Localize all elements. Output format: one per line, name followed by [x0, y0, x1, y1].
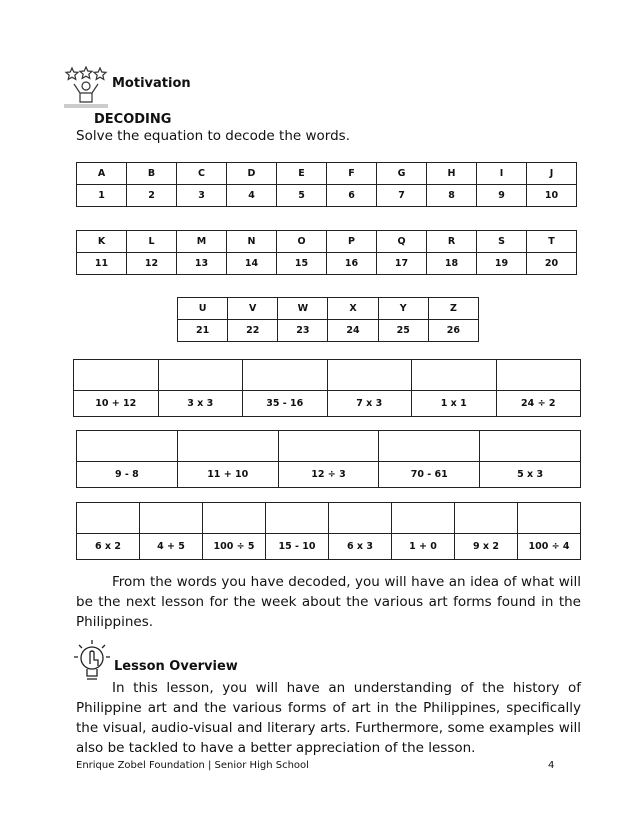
equation-cell: 12 ÷ 3: [278, 462, 379, 488]
answer-blank[interactable]: [329, 503, 392, 534]
equation-cell: 5 x 3: [480, 462, 581, 488]
answer-blank[interactable]: [243, 360, 328, 391]
equation-cell: 1 + 0: [392, 534, 455, 560]
key-letter: T: [527, 231, 577, 253]
key-number: 23: [278, 320, 328, 342]
equation-cell: 100 ÷ 4: [518, 534, 581, 560]
answer-blank[interactable]: [412, 360, 497, 391]
key-number: 12: [127, 253, 177, 275]
key-number: 1: [77, 185, 127, 207]
key-number: 2: [127, 185, 177, 207]
answer-blank[interactable]: [455, 503, 518, 534]
key-letter: H: [427, 163, 477, 185]
lesson-overview-paragraph: [76, 678, 581, 758]
equation-cell: 35 - 16: [243, 391, 328, 417]
equation-cell: 3 x 3: [158, 391, 243, 417]
equation-cell: 11 + 10: [177, 462, 278, 488]
key-letter: I: [477, 163, 527, 185]
lesson-overview-text: In this lesson, you will have an understanding of the history of Philippine art and the various forms of art in the Philippines, specifically the visual, audio-visual and literary arts. Furthermore, some examples will also be tackled to have a better appreciation of the lesson.: [76, 680, 581, 756]
key-number: 8: [427, 185, 477, 207]
lesson-overview-title: Lesson Overview: [114, 659, 238, 674]
equation-cell: 6 x 2: [77, 534, 140, 560]
puzzle-table-1: [73, 359, 581, 417]
key-letter: E: [277, 163, 327, 185]
key-letter: Q: [377, 231, 427, 253]
decoding-title: DECODING: [94, 112, 172, 127]
key-number: 6: [327, 185, 377, 207]
footer-text: Enrique Zobel Foundation | Senior High School: [76, 760, 309, 771]
page-number: 4: [548, 760, 555, 771]
key-letter: B: [127, 163, 177, 185]
key-number: 15: [277, 253, 327, 275]
key-letter: U: [178, 298, 228, 320]
answer-blank[interactable]: [379, 431, 480, 462]
decoded-paragraph-text: From the words you have decoded, you will have an idea of what will be the next lesson for the week about the various art forms found in the Philippines.: [76, 574, 581, 630]
key-number: 19: [477, 253, 527, 275]
answer-blank[interactable]: [278, 431, 379, 462]
key-number: 25: [378, 320, 428, 342]
key-number: 11: [77, 253, 127, 275]
puzzle-table-3: [76, 502, 581, 560]
key-letter: X: [328, 298, 378, 320]
key-number: 26: [428, 320, 478, 342]
answer-blank[interactable]: [496, 360, 581, 391]
key-number: 4: [227, 185, 277, 207]
motivation-title: Motivation: [112, 76, 191, 91]
answer-blank[interactable]: [266, 503, 329, 534]
answer-blank[interactable]: [77, 503, 140, 534]
answer-blank[interactable]: [177, 431, 278, 462]
key-letter: F: [327, 163, 377, 185]
equation-cell: 15 - 10: [266, 534, 329, 560]
key-letter: K: [77, 231, 127, 253]
key-number: 7: [377, 185, 427, 207]
equation-cell: 10 + 12: [74, 391, 159, 417]
key-letter: W: [278, 298, 328, 320]
letter-key-table-1: [76, 162, 577, 207]
key-number: 16: [327, 253, 377, 275]
key-number: 17: [377, 253, 427, 275]
equation-cell: 7 x 3: [327, 391, 412, 417]
equation-cell: 24 ÷ 2: [496, 391, 581, 417]
equation-cell: 6 x 3: [329, 534, 392, 560]
key-number: 21: [178, 320, 228, 342]
key-number: 3: [177, 185, 227, 207]
key-letter: C: [177, 163, 227, 185]
answer-blank[interactable]: [158, 360, 243, 391]
puzzle-table-2: [76, 430, 581, 488]
letter-key-table-2: [76, 230, 577, 275]
key-number: 9: [477, 185, 527, 207]
answer-blank[interactable]: [77, 431, 178, 462]
key-number: 22: [228, 320, 278, 342]
motivation-stars-icon: [62, 66, 110, 110]
equation-cell: 9 x 2: [455, 534, 518, 560]
answer-blank[interactable]: [480, 431, 581, 462]
key-letter: A: [77, 163, 127, 185]
equation-cell: 4 + 5: [140, 534, 203, 560]
equation-cell: 70 - 61: [379, 462, 480, 488]
answer-blank[interactable]: [392, 503, 455, 534]
key-letter: S: [477, 231, 527, 253]
answer-blank[interactable]: [203, 503, 266, 534]
key-number: 24: [328, 320, 378, 342]
key-number: 13: [177, 253, 227, 275]
answer-blank[interactable]: [74, 360, 159, 391]
key-number: 20: [527, 253, 577, 275]
key-letter: V: [228, 298, 278, 320]
key-letter: M: [177, 231, 227, 253]
answer-blank[interactable]: [327, 360, 412, 391]
equation-cell: 9 - 8: [77, 462, 178, 488]
answer-blank[interactable]: [518, 503, 581, 534]
key-number: 18: [427, 253, 477, 275]
letter-key-table-3: [177, 297, 479, 342]
key-number: 5: [277, 185, 327, 207]
key-letter: J: [527, 163, 577, 185]
key-letter: Z: [428, 298, 478, 320]
decoded-paragraph: [76, 572, 581, 632]
equation-cell: 1 x 1: [412, 391, 497, 417]
key-letter: R: [427, 231, 477, 253]
key-letter: N: [227, 231, 277, 253]
equation-cell: 100 ÷ 5: [203, 534, 266, 560]
answer-blank[interactable]: [140, 503, 203, 534]
key-letter: Y: [378, 298, 428, 320]
key-letter: L: [127, 231, 177, 253]
key-number: 14: [227, 253, 277, 275]
key-letter: P: [327, 231, 377, 253]
key-number: 10: [527, 185, 577, 207]
decoding-instruction: Solve the equation to decode the words.: [76, 128, 350, 144]
key-letter: O: [277, 231, 327, 253]
key-letter: G: [377, 163, 427, 185]
key-letter: D: [227, 163, 277, 185]
